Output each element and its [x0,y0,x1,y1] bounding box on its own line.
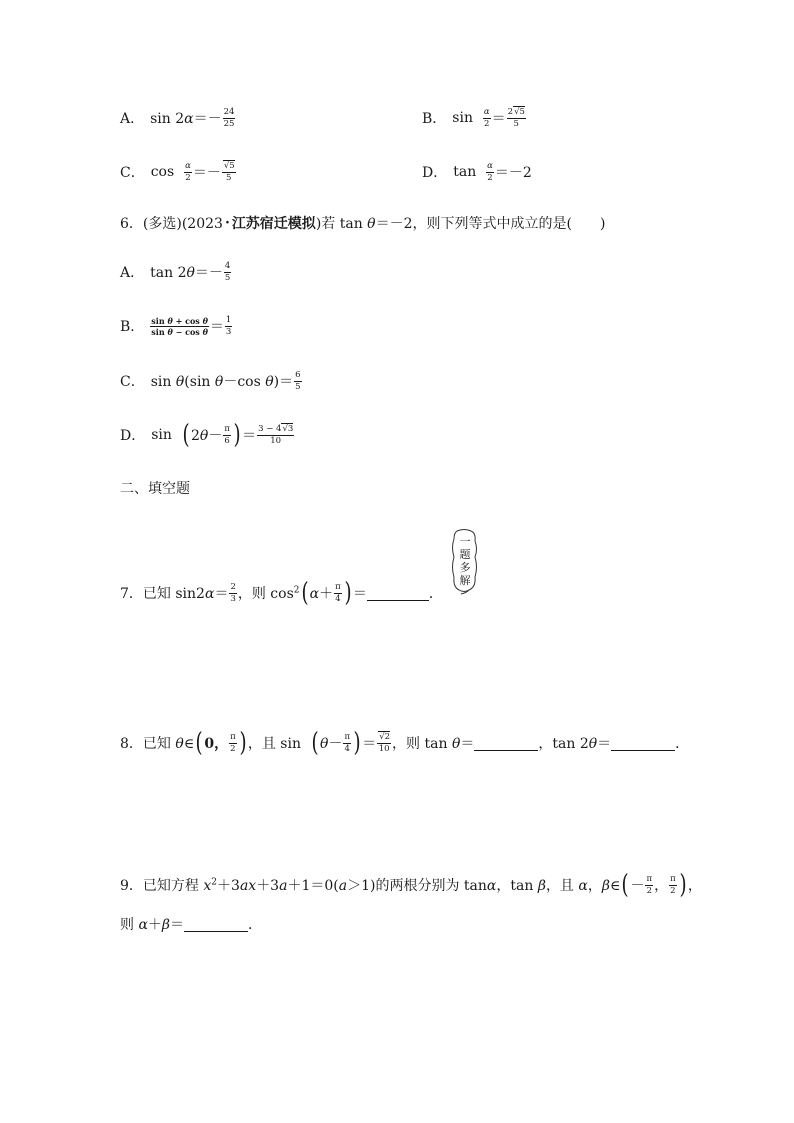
fraction: $\frac{√5}{5}$ [223,161,235,183]
section-title: 二、填空题 [120,481,190,497]
question-tag: (多选)(2023 [142,216,223,232]
question-stem: )若 tan θ＝－2，则下列等式中成立的是( ) [315,216,606,232]
badge-text: 一题多解 [459,535,471,587]
math-tan: tan [453,164,486,180]
math-eq: ＝ [242,428,257,444]
separator-dot: · [224,215,230,231]
fraction: $\frac{√2}{10}$ [378,732,391,754]
answer-blank[interactable] [184,917,248,932]
fraction: $\frac{1}{3}$ [225,315,232,337]
option-label: D． [120,428,146,444]
question-source: 江苏宿迁模拟 [231,216,316,232]
math-sin: sin [151,427,181,443]
fraction: $\frac{2}{3}$ [230,582,236,604]
fraction: $\frac{\pi}{6}$ [224,424,230,446]
fraction: $\frac{24}{25}$ [223,107,235,129]
fraction: $\frac{3 - 4√3}{10}$ [258,424,294,446]
option-label: B． [120,319,145,335]
fraction: $\frac{\pi}{2}$ [646,874,653,896]
math-eq: ＝－ [192,165,221,181]
q8: 8． 已知 θ∈ ( 0， $\frac{\pi}{2}$ ) ，且 sin ( θ－ $\frac{\pi}{4}$ ) ＝ $\frac{√2}{10}$ ，则 tan θ＝ ，tan 2θ＝ ． [120,728,690,758]
math-sin: sin θ(sin θ－cos θ)＝ [150,374,294,390]
q9-line1: 9． 已知方程 $x^2+3ax+3a+1=0(a>1)$的两根分别为 tanα，tan β，且 α，β∈ ( － $\frac{\pi}{2}$ ， $\frac{\pi}{2}$ ) ， [120,870,702,900]
q6-option-c [120,371,303,391]
q5-option-b [422,108,527,128]
q6-stem [120,213,605,233]
math-sin: sin [452,110,482,126]
math-eq: ＝ [209,319,224,335]
math-tan: tan 2θ＝－ [150,265,223,281]
fraction: $\frac{\pi}{4}$ [335,582,341,604]
fraction: $\frac{2√5}{5}$ [507,107,525,129]
q5-option-c [120,162,237,182]
fraction: $\frac{6}{5}$ [295,370,301,392]
question-number: 7． [120,586,143,602]
multi-solution-badge [449,527,479,595]
option-label: D． [422,165,448,181]
question-number: 6． [120,216,143,232]
q7: 7． 已知 sin2α＝ $\frac{2}{3}$ ，则 $\cos^2$ ( α＋ $\frac{\pi}{4}$ ) ＝ ． [120,578,443,608]
question-number: 8． [120,736,143,752]
answer-blank-tan[interactable] [474,736,538,751]
option-label: C． [120,165,145,181]
option-label: A． [120,111,145,127]
fraction: $\frac{\alpha}{2}$ [185,161,191,183]
math-cos: cos [150,164,184,180]
answer-blank-tan2[interactable] [611,736,675,751]
q5-option-a [120,108,236,128]
fraction: $\frac{\pi}{2}$ [230,732,236,754]
section-heading [120,478,190,498]
fraction: $\frac{\pi}{2}$ [670,874,676,896]
fraction: $\frac{4}{5}$ [224,261,231,283]
answer-blank[interactable] [367,586,429,601]
fraction: $\frac{\text{sin θ + cos θ}}{\text{sin θ − cos θ}}$ [151,315,208,337]
q6-option-b [120,316,233,336]
q5-option-d [422,162,532,182]
option-label: C． [120,374,145,390]
question-number: 9． [120,878,143,894]
fraction: $\frac{\alpha}{2}$ [483,107,490,129]
fraction: $\frac{\pi}{4}$ [344,732,351,754]
q6-option-a [120,262,232,282]
option-label: B． [422,111,447,127]
math-eq: ＝ [491,111,506,127]
q6-option-d: D． sin ( 2θ－ $\frac{\pi}{6}$ ) ＝ $\frac{3 - 4√3}{10}$ [120,420,294,450]
q9-line2: 则 α＋β＝ ． [120,917,263,933]
option-label: A． [120,265,145,281]
fraction: $\frac{\alpha}{2}$ [487,161,493,183]
math-sin: sin 2α＝－ [150,111,222,127]
math-eq: ＝－2 [494,165,532,181]
